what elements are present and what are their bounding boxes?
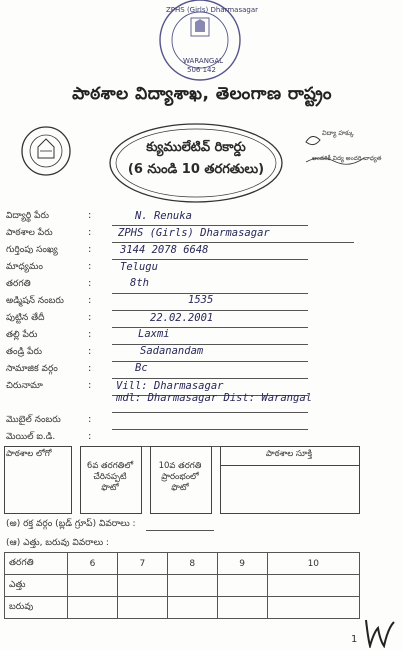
- table-cell[interactable]: [68, 597, 118, 619]
- table-cell[interactable]: [167, 575, 217, 597]
- right-logo-name: విద్యా హక్కు: [322, 129, 354, 137]
- blood-group-line: [146, 530, 214, 531]
- field-label: తరగతి: [6, 279, 31, 289]
- field-label: పాఠశాల పేరు: [6, 228, 53, 238]
- blood-group-label: (అ) రక్త వర్గం (బ్లడ్ గ్రూప్) వివరాలు :: [6, 519, 136, 529]
- table-row: [5, 597, 360, 619]
- stamp-place: WARANGAL: [183, 57, 224, 65]
- field-label: విద్యార్థి పేరు: [6, 211, 49, 221]
- page-title: పాఠశాల విద్యాశాఖ, తెలంగాణ రాష్ట్రం: [72, 84, 332, 104]
- field-value[interactable]: Vill: Dharmasagar: [116, 380, 224, 392]
- record-title: క్యుములేటివ్ రికార్డు: [146, 140, 246, 155]
- table-header: 8: [167, 553, 217, 575]
- field-id-number: గుర్తింపు సంఖ్య : 3144 2078 6648: [0, 243, 403, 260]
- government-seal-logo: [20, 125, 72, 177]
- field-social-category: సామాజిక వర్గం : Bc: [0, 362, 403, 379]
- table-header: 7: [117, 553, 167, 575]
- field-value[interactable]: 3144 2078 6648: [120, 244, 209, 256]
- field-value[interactable]: 22.02.2001: [150, 312, 214, 324]
- field-value[interactable]: Sadanandam: [140, 345, 204, 357]
- field-admission-number: అడ్మిషన్ నంబరు : 1535: [0, 294, 403, 311]
- field-label: మాధ్యమం: [6, 262, 43, 272]
- class6-photo-label: 6వ తరగతిలో చేరినప్పటి ఫొటో: [86, 461, 134, 493]
- school-logo-label: పాఠశాల లోగో: [6, 449, 52, 459]
- field-medium: మాధ్యమం : Telugu: [6, 261, 158, 273]
- field-label: అడ్మిషన్ నంబరు: [6, 296, 64, 306]
- field-value[interactable]: Telugu: [120, 261, 158, 273]
- school-motto-label: పాఠశాల సూక్తి: [265, 449, 313, 459]
- table-cell[interactable]: [217, 575, 267, 597]
- height-weight-table: [4, 552, 360, 619]
- field-email-id: మెయిల్ ఐ.డి. :: [0, 430, 403, 447]
- page-number: 1: [351, 634, 358, 645]
- table-cell[interactable]: [117, 597, 167, 619]
- field-student-name: విద్యార్థి పేరు : N. Renuka: [0, 209, 403, 226]
- table-cell[interactable]: [167, 597, 217, 619]
- handwritten-signature: [362, 618, 396, 648]
- field-value[interactable]: 8th: [130, 277, 149, 289]
- field-address-line2: [0, 392, 403, 413]
- row-label-weight: బరువు: [5, 597, 68, 619]
- field-label: మొబైల్ నంబరు: [6, 415, 61, 425]
- field-label: సామాజిక వర్గం: [6, 364, 58, 374]
- stamp-code: 506 142: [187, 66, 216, 74]
- field-date-of-birth: పుట్టిన తేదీ : 22.02.2001: [0, 311, 403, 328]
- table-cell[interactable]: [267, 575, 359, 597]
- field-value[interactable]: Bc: [135, 362, 148, 374]
- field-address: చిరునామా : Vill: Dharmasagar: [0, 379, 403, 396]
- field-label: మెయిల్ ఐ.డి.: [6, 432, 56, 442]
- table-header: 6: [68, 553, 118, 575]
- field-label: తల్లి పేరు: [6, 330, 38, 340]
- table-header: 9: [217, 553, 267, 575]
- field-value[interactable]: Laxmi: [138, 328, 170, 340]
- field-school-name: పాఠశాల పేరు : ZPHS (Girls) Dharmasagar: [0, 226, 403, 243]
- height-weight-title: (ఆ) ఎత్తు, బరువు వివరాలు :: [6, 538, 109, 548]
- class10-photo-label: 10వ తరగతి ప్రారంభంలో ఫొటో: [158, 461, 202, 493]
- field-label: పుట్టిన తేదీ: [6, 313, 45, 323]
- table-cell[interactable]: [217, 597, 267, 619]
- field-class: తరగతి : 8th: [0, 277, 403, 294]
- right-logo-tagline: అందరికీ విద్య అందరి బాధ్యత: [312, 155, 382, 162]
- table-header-class: తరగతి: [5, 553, 68, 575]
- field-value[interactable]: ZPHS (Girls) Dharmasagar: [118, 227, 270, 239]
- field-value[interactable]: N. Renuka: [135, 210, 192, 222]
- row-label-height: ఎత్తు: [5, 575, 68, 597]
- field-label: చిరునామా: [6, 381, 43, 391]
- field-value[interactable]: mdl: Dharmasagar Dist: Warangal: [116, 392, 312, 404]
- table-row: [5, 553, 360, 575]
- table-header: 10: [267, 553, 359, 575]
- table-cell[interactable]: [267, 597, 359, 619]
- field-label: తండ్రి పేరు: [6, 347, 42, 357]
- field-value[interactable]: 1535: [188, 294, 214, 306]
- field-mobile-number: మొబైల్ నంబరు :: [0, 413, 403, 430]
- field-mother-name: తల్లి పేరు : Laxmi: [0, 328, 403, 345]
- table-cell[interactable]: [117, 575, 167, 597]
- table-cell[interactable]: [68, 575, 118, 597]
- table-row: [5, 575, 360, 597]
- field-label: గుర్తింపు సంఖ్య: [6, 245, 58, 255]
- stamp-top-text: ZPHS (Girls) Dharmasagar: [166, 6, 259, 14]
- field-father-name: తండ్రి పేరు : Sadanandam: [0, 345, 403, 362]
- record-subtitle: (6 నుండి 10 తరగతులు): [127, 162, 265, 177]
